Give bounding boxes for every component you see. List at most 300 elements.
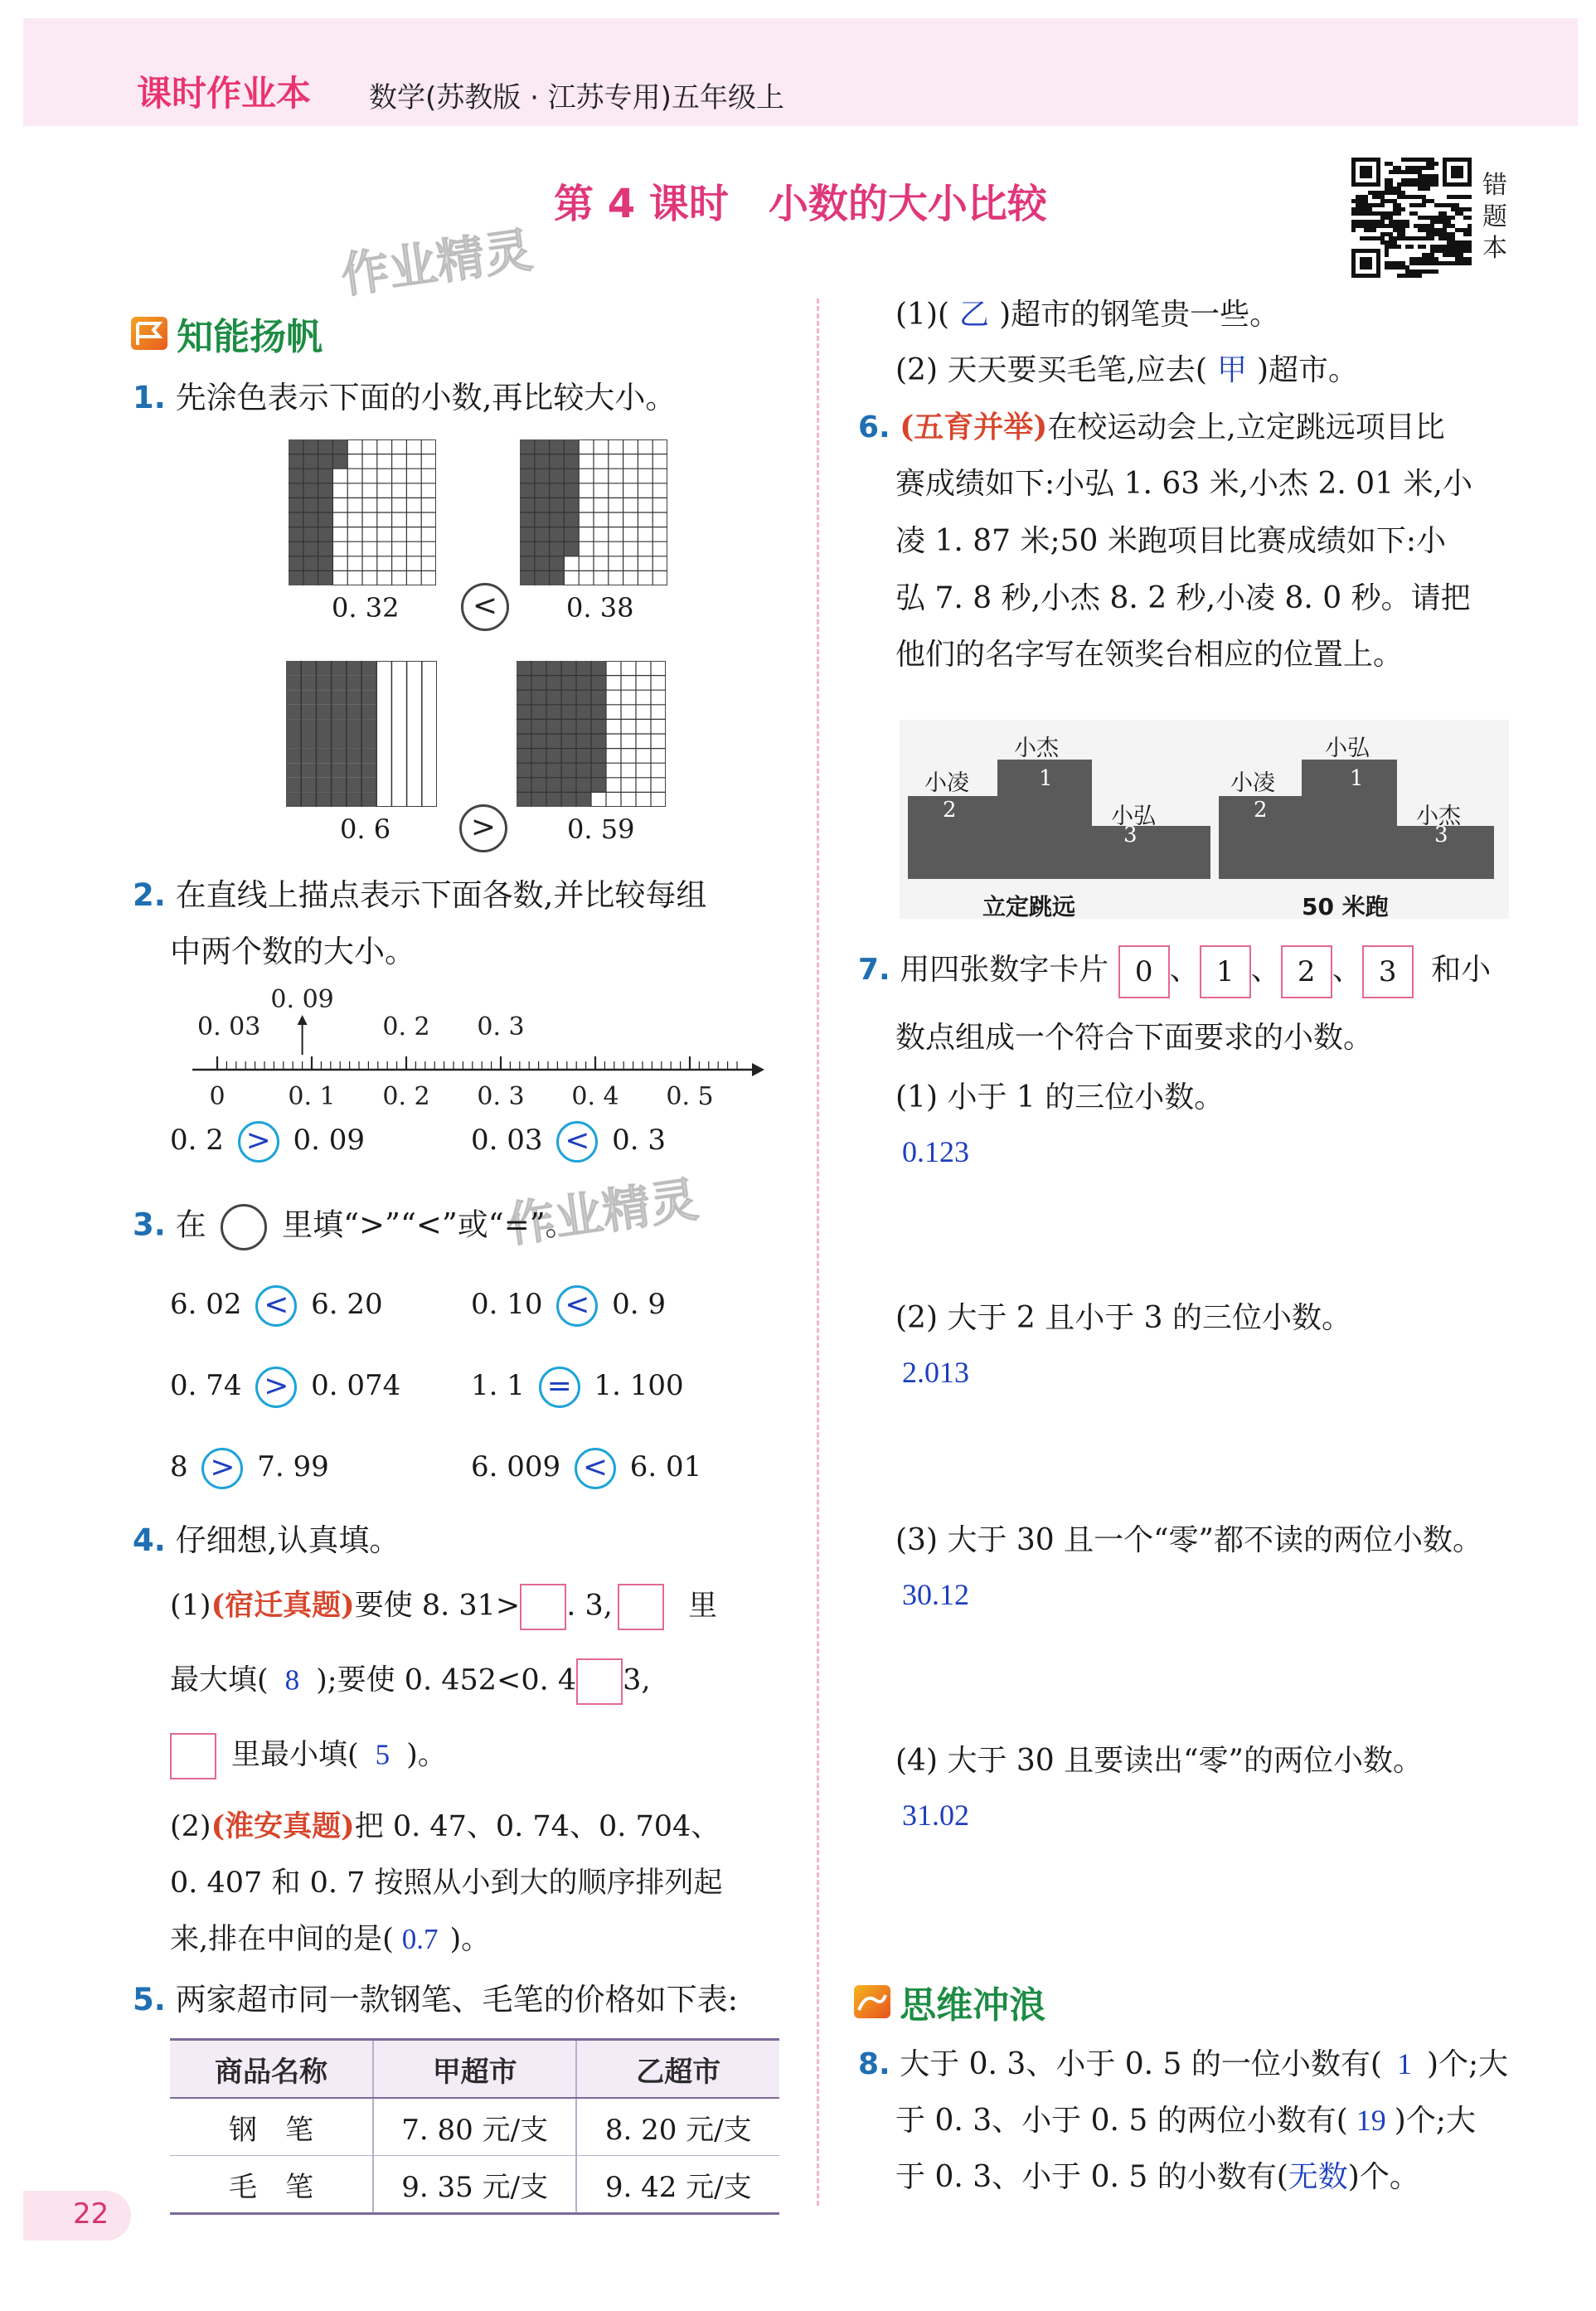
question-6	[858, 410, 1445, 445]
part-number: (1)	[170, 1589, 211, 1623]
compare-circle[interactable]: <	[255, 1285, 297, 1327]
shaded-cell	[550, 483, 565, 498]
q4-part2-line3	[170, 1922, 490, 1957]
text: (1)(	[895, 298, 950, 332]
q7-part: (2) 大于 2 且小于 3 的三位小数。	[895, 1301, 1352, 1335]
shaded-cell	[591, 749, 606, 764]
number-line-mark-label: 0. 09	[270, 987, 334, 1014]
shaded-cell	[550, 454, 565, 469]
compare-circle[interactable]: >	[459, 804, 507, 852]
shaded-cell	[303, 483, 318, 498]
compare-row	[170, 1448, 329, 1489]
shaded-cell	[289, 439, 303, 454]
compare-b: 0. 074	[311, 1369, 401, 1402]
compare-b: 7. 99	[257, 1450, 329, 1483]
podium-first: 小杰	[1014, 736, 1059, 761]
shaded-cell	[347, 661, 361, 676]
shaded-cell	[520, 498, 535, 512]
text: (2) 天天要买毛笔,应去(	[895, 353, 1207, 387]
question-text: 仔细想,认真填。	[175, 1522, 400, 1558]
shaded-cell	[332, 454, 347, 469]
number-line-mark-label: 0. 03	[197, 1012, 261, 1041]
shaded-cell	[332, 734, 347, 749]
shaded-cell	[517, 661, 531, 676]
shaded-cell	[546, 676, 561, 691]
question-4	[133, 1522, 400, 1559]
q4-part1-line3	[170, 1733, 447, 1779]
shaded-cell	[517, 749, 531, 764]
shaded-cell	[303, 541, 318, 556]
podium-caption: 50 米跑	[1302, 893, 1389, 920]
shaded-cell	[301, 763, 316, 778]
shaded-cell	[303, 469, 318, 483]
shaded-cell	[316, 749, 331, 764]
table-header: 商品名称	[170, 2040, 373, 2099]
shaded-cell	[316, 763, 331, 778]
answer: 2.013	[902, 1356, 969, 1389]
shaded-cell	[318, 556, 333, 571]
shaded-cell	[361, 690, 376, 705]
shaded-cell	[332, 705, 347, 720]
shaded-cell	[591, 763, 606, 778]
book-subtitle: 数学(苏教版 · 江苏专用)五年级上	[369, 81, 784, 114]
shaded-cell	[550, 469, 565, 483]
question-text: 用四张数字卡片	[900, 953, 1109, 987]
column-divider	[817, 299, 819, 2206]
shaded-cell	[576, 792, 591, 807]
shaded-cell	[361, 792, 376, 807]
grid-059[interactable]	[517, 661, 666, 810]
compare-circle[interactable]: <	[461, 583, 509, 631]
shaded-cell	[347, 749, 361, 764]
watermark: 作业精灵	[503, 1171, 702, 1254]
q5-answer-2	[895, 352, 1358, 388]
q7-part: (4) 大于 30 且要读出“零”的两位小数。	[895, 1744, 1423, 1778]
shaded-cell	[564, 469, 579, 483]
q8-line3	[895, 2159, 1419, 2195]
shaded-cell	[332, 661, 347, 676]
shaded-cell	[550, 556, 565, 571]
shaded-cell	[517, 719, 531, 734]
question-text: 先涂色表示下面的小数,再比较大小。	[175, 380, 677, 415]
question-5	[133, 1982, 738, 2018]
digit-card[interactable]: 3	[1362, 945, 1414, 998]
shaded-cell	[546, 734, 561, 749]
question-number: 5.	[133, 1982, 166, 2017]
shaded-cell	[318, 469, 333, 483]
shaded-cell	[286, 719, 301, 734]
shaded-cell	[303, 570, 318, 585]
shaded-cell	[564, 439, 579, 454]
shaded-cell	[286, 705, 301, 720]
q5-answer-1	[895, 297, 1279, 333]
shaded-cell	[546, 661, 561, 676]
podium-long-jump	[900, 720, 1223, 919]
answer: 31.02	[902, 1799, 969, 1832]
section-heading	[131, 307, 323, 360]
question-number: 7.	[858, 953, 890, 987]
podium-number: 2	[943, 798, 957, 823]
shaded-cell	[576, 734, 591, 749]
shaded-cell	[332, 439, 347, 454]
answer: 8	[284, 1663, 300, 1697]
question-text: 弘 7. 8 秒,小杰 8. 2 秒,小凌 8. 0 秒。请把	[895, 581, 1471, 615]
shaded-cell	[332, 778, 347, 793]
shaded-cell	[564, 512, 579, 527]
shaded-cell	[531, 778, 546, 793]
shaded-cell	[332, 763, 347, 778]
shaded-cell	[535, 541, 550, 556]
page-number: 22	[73, 2197, 109, 2231]
question-number: 8.	[858, 2047, 890, 2081]
shaded-cell	[289, 454, 303, 469]
shaded-cell	[347, 719, 361, 734]
table-cell: 毛 笔	[170, 2156, 373, 2214]
shaded-cell	[576, 661, 591, 676]
shaded-cell	[591, 676, 606, 691]
shaded-cell	[286, 792, 301, 807]
shaded-cell	[564, 541, 579, 556]
question-number: 1.	[133, 380, 166, 415]
shaded-cell	[520, 454, 535, 469]
shaded-cell	[591, 705, 606, 720]
question-text: 和小	[1431, 953, 1492, 987]
shaded-cell	[316, 661, 331, 676]
tick-label: 0. 2	[382, 1082, 430, 1111]
shaded-cell	[517, 792, 531, 807]
question-text: 在校运动会上,立定跳远项目比	[1047, 410, 1445, 444]
shaded-cell	[316, 719, 331, 734]
answer: 30.12	[902, 1578, 969, 1611]
shaded-cell	[546, 719, 561, 734]
podium-number: 1	[1350, 766, 1364, 791]
text: 于 0. 3、小于 0. 5 的小数有(	[895, 2160, 1288, 2194]
shaded-cell	[316, 705, 331, 720]
question-text: 两家超市同一款钢笔、毛笔的价格如下表:	[175, 1982, 739, 2017]
shaded-cell	[535, 512, 550, 527]
podium-number: 3	[1123, 823, 1138, 847]
tick-label: 0	[209, 1082, 226, 1111]
source-tag: (五育并举)	[900, 410, 1048, 444]
compare-row	[471, 1367, 684, 1408]
digit-card[interactable]: 1	[1200, 945, 1251, 998]
table-row	[170, 2156, 779, 2214]
shaded-cell	[286, 676, 301, 691]
shaded-cell	[347, 763, 361, 778]
grid-032[interactable]	[289, 439, 436, 589]
shaded-cell	[286, 778, 301, 793]
grid-label: 0. 6	[340, 813, 391, 845]
podium-50m	[1210, 720, 1509, 919]
shaded-cell	[286, 690, 301, 705]
text: 来,排在中间的是(	[170, 1923, 394, 1956]
q4-part2-line2: 0. 407 和 0. 7 按照从小到大的顺序排列起	[170, 1867, 723, 1900]
shaded-cell	[286, 734, 301, 749]
shaded-cell	[347, 734, 361, 749]
compare-b: 0. 9	[612, 1288, 667, 1321]
answer: 无数	[1288, 2160, 1348, 2194]
shaded-cell	[301, 676, 316, 691]
answer: 0.7	[401, 1923, 439, 1955]
text: 要使 8. 31>	[354, 1589, 521, 1623]
shaded-cell	[517, 734, 531, 749]
shaded-cell	[591, 661, 606, 676]
shaded-cell	[576, 778, 591, 793]
shaded-cell	[347, 705, 361, 720]
shaded-cell	[289, 556, 303, 571]
watermark: 作业精灵	[337, 221, 536, 304]
shaded-cell	[318, 541, 333, 556]
shaded-cell	[564, 483, 579, 498]
text: . 3,	[566, 1589, 613, 1623]
compare-a: 0. 10	[471, 1288, 543, 1321]
shaded-cell	[535, 483, 550, 498]
podium-second: 小凌	[924, 770, 969, 796]
error-book-char: 错	[1482, 171, 1507, 200]
shaded-cell	[361, 734, 376, 749]
table-cell: 9. 35 元/支	[373, 2156, 577, 2214]
shaded-cell	[561, 778, 576, 793]
shaded-cell	[316, 792, 331, 807]
shaded-cell	[301, 690, 316, 705]
shaded-cell	[289, 570, 303, 585]
shaded-cell	[561, 734, 576, 749]
shaded-cell	[286, 749, 301, 764]
source-tag: (宿迁真题)	[211, 1588, 355, 1623]
text: 大于 0. 3、小于 0. 5 的一位小数有(	[900, 2047, 1382, 2081]
shaded-cell	[318, 498, 333, 512]
question-text: 凌 1. 87 米;50 米跑项目比赛成绩如下:小	[895, 524, 1446, 558]
table-header: 甲超市	[373, 2040, 577, 2099]
question-text: 在直线上描点表示下面各数,并比较每组	[175, 877, 707, 913]
digit-blank-box[interactable]	[170, 1733, 216, 1779]
shaded-cell	[564, 454, 579, 469]
shaded-cell	[531, 734, 546, 749]
shaded-cell	[561, 763, 576, 778]
shaded-cell	[332, 749, 347, 764]
grid-06[interactable]	[286, 661, 437, 810]
question-number: 2.	[133, 877, 166, 913]
shaded-cell	[535, 469, 550, 483]
digit-blank-box[interactable]	[618, 1584, 664, 1630]
shaded-cell	[535, 527, 550, 542]
shaded-cell	[301, 661, 316, 676]
compare-b: 0. 3	[612, 1124, 667, 1157]
shaded-cell	[289, 541, 303, 556]
shaded-cell	[520, 439, 535, 454]
compare-row	[471, 1448, 701, 1489]
shaded-cell	[347, 778, 361, 793]
question-7: 7. 用四张数字卡片 0 、 1 、 2 、 3 和小	[858, 945, 1491, 998]
podium-number: 1	[1039, 766, 1053, 791]
tick-label: 0. 3	[477, 1082, 525, 1111]
shaded-cell	[301, 705, 316, 720]
question-3	[133, 1204, 576, 1250]
flag-section-icon	[131, 317, 167, 350]
digit-blank-box[interactable]	[576, 1658, 623, 1705]
question-number: 3.	[133, 1206, 166, 1243]
compare-row	[170, 1121, 365, 1163]
question-text: 中两个数的大小。	[170, 934, 415, 969]
section-title: 思维冲浪	[900, 1984, 1046, 2027]
lesson-title: 第 4 课时 小数的大小比较	[554, 181, 1047, 227]
digit-card[interactable]: 2	[1281, 945, 1332, 998]
shaded-cell	[576, 676, 591, 691]
shaded-cell	[289, 469, 303, 483]
compare-circle[interactable]: <	[556, 1285, 598, 1327]
shaded-cell	[361, 661, 376, 676]
shaded-cell	[535, 454, 550, 469]
text: 3,	[623, 1663, 651, 1697]
shaded-cell	[332, 676, 347, 691]
grid-label: 0. 32	[332, 592, 400, 624]
shaded-cell	[550, 439, 565, 454]
shaded-cell	[520, 469, 535, 483]
shaded-cell	[564, 527, 579, 542]
shaded-cell	[347, 676, 361, 691]
podium-caption: 立定跳远	[982, 893, 1076, 920]
wave-section-icon	[854, 1985, 890, 2018]
shaded-cell	[332, 719, 347, 734]
compare-a: 8	[170, 1450, 188, 1483]
shaded-cell	[531, 763, 546, 778]
shaded-cell	[520, 527, 535, 542]
shaded-cell	[546, 778, 561, 793]
shaded-cell	[318, 512, 333, 527]
qr-code-icon[interactable]	[1351, 158, 1472, 278]
shaded-cell	[531, 705, 546, 720]
text: 里	[688, 1589, 718, 1623]
shaded-cell	[517, 690, 531, 705]
shaded-cell	[561, 792, 576, 807]
blank-circle	[221, 1204, 267, 1250]
shaded-cell	[318, 527, 333, 542]
compare-circle[interactable]: <	[575, 1448, 616, 1489]
compare-circle[interactable]: >	[238, 1121, 279, 1163]
digit-card[interactable]: 0	[1118, 945, 1170, 998]
question-8	[858, 2046, 1508, 2082]
text: );要使 0. 452<0. 4	[316, 1663, 577, 1697]
answer: 0.123	[902, 1135, 969, 1168]
compare-row	[471, 1285, 666, 1327]
shaded-cell	[550, 527, 565, 542]
text: 最大填(	[170, 1663, 269, 1697]
source-tag: (淮安真题)	[211, 1809, 355, 1843]
question-text: 里填“>”“<”或“=”。	[282, 1206, 576, 1243]
answer: 1	[1396, 2047, 1412, 2080]
compare-circle[interactable]: <	[556, 1121, 598, 1163]
shaded-cell	[361, 705, 376, 720]
shaded-cell	[576, 763, 591, 778]
shaded-cell	[576, 719, 591, 734]
compare-circle[interactable]: >	[201, 1448, 243, 1489]
text: )个;大	[1394, 2104, 1476, 2138]
shaded-cell	[576, 705, 591, 720]
shaded-cell	[303, 512, 318, 527]
shaded-cell	[520, 556, 535, 571]
shaded-cell	[535, 556, 550, 571]
tick-label: 0. 4	[571, 1082, 619, 1111]
shaded-cell	[289, 512, 303, 527]
digit-blank-box[interactable]	[520, 1584, 566, 1630]
shaded-cell	[520, 483, 535, 498]
shaded-cell	[591, 690, 606, 705]
shaded-cell	[361, 763, 376, 778]
shaded-cell	[520, 512, 535, 527]
q4-part1-line2	[170, 1658, 651, 1705]
table-cell: 9. 42 元/支	[576, 2156, 779, 2214]
shaded-cell	[561, 690, 576, 705]
section-title: 知能扬帆	[177, 316, 323, 358]
shaded-cell	[301, 734, 316, 749]
question-number: 4.	[133, 1522, 166, 1558]
shaded-cell	[546, 690, 561, 705]
compare-a: 6. 009	[471, 1450, 561, 1483]
shaded-cell	[546, 763, 561, 778]
shaded-cell	[318, 454, 333, 469]
grid-038[interactable]	[520, 439, 667, 589]
table-cell: 钢 笔	[170, 2098, 373, 2156]
shaded-cell	[286, 763, 301, 778]
compare-circle[interactable]: >	[255, 1367, 297, 1408]
compare-a: 0. 2	[170, 1124, 224, 1157]
shaded-cell	[517, 676, 531, 691]
shaded-cell	[301, 792, 316, 807]
shaded-cell	[591, 734, 606, 749]
text: 里最小填(	[231, 1738, 359, 1772]
error-book-char: 题	[1482, 202, 1507, 231]
shaded-cell	[303, 454, 318, 469]
shaded-cell	[361, 778, 376, 793]
error-book-tag	[1480, 170, 1510, 265]
grid-label: 0. 38	[566, 592, 634, 624]
text: )超市的钢笔贵一些。	[999, 298, 1280, 332]
shaded-cell	[332, 690, 347, 705]
shaded-cell	[517, 778, 531, 793]
podium-third: 小杰	[1416, 804, 1461, 829]
q7-part: (1) 小于 1 的三位小数。	[895, 1080, 1225, 1114]
compare-b: 0. 09	[293, 1124, 366, 1157]
shaded-cell	[535, 498, 550, 512]
q8-line2	[895, 2103, 1476, 2139]
compare-a: 6. 02	[170, 1288, 242, 1321]
shaded-cell	[289, 498, 303, 512]
shaded-cell	[564, 498, 579, 512]
shaded-cell	[318, 570, 333, 585]
price-table	[170, 2038, 779, 2215]
compare-b: 6. 20	[311, 1288, 383, 1321]
table-row	[170, 2098, 779, 2156]
text: 把 0. 47、0. 74、0. 704、	[354, 1810, 720, 1843]
shaded-cell	[316, 676, 331, 691]
shaded-cell	[561, 676, 576, 691]
compare-b: 1. 100	[594, 1369, 684, 1402]
answer: 5	[375, 1738, 391, 1771]
shaded-cell	[361, 719, 376, 734]
question-text: 在	[175, 1206, 206, 1243]
part-number: (2)	[170, 1810, 211, 1843]
text: )。	[449, 1923, 491, 1956]
shaded-cell	[316, 690, 331, 705]
shaded-cell	[531, 661, 546, 676]
answer: 19	[1356, 2104, 1386, 2137]
number-line	[184, 987, 764, 1114]
shaded-cell	[303, 556, 318, 571]
shaded-cell	[550, 570, 565, 585]
compare-circle[interactable]: =	[539, 1367, 580, 1408]
answer: 乙	[959, 298, 990, 332]
shaded-cell	[303, 439, 318, 454]
